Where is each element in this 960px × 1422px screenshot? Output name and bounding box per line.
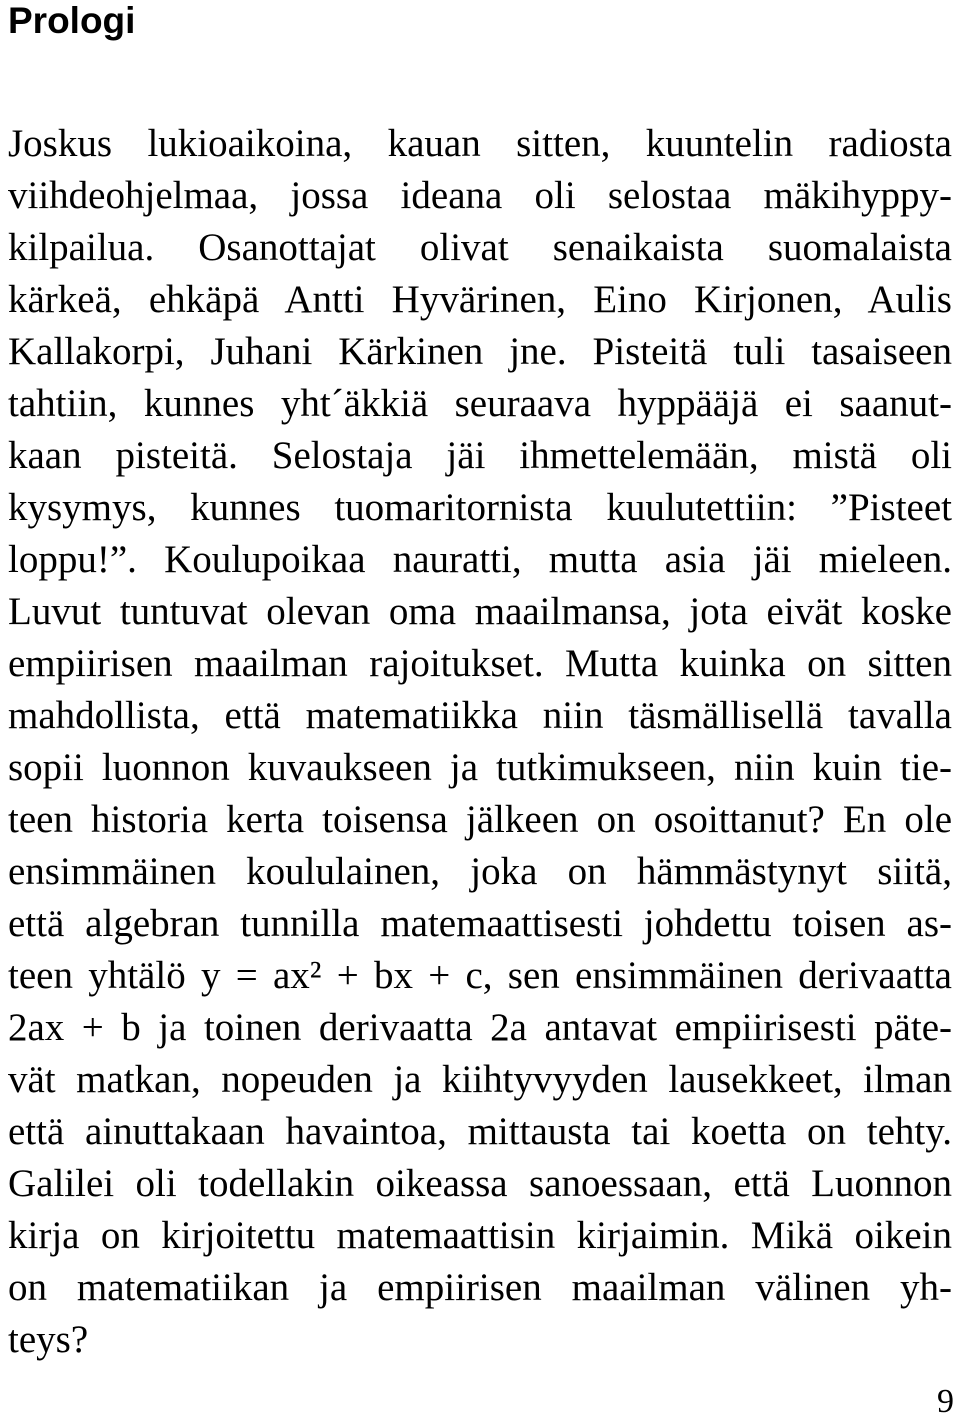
text-line: ensimmäinen koululainen, joka on hämmästynyt siitä,: [8, 850, 952, 893]
text-line: mahdollista, että matematiikka niin täsmällisellä tavalla: [8, 694, 952, 737]
text-line: empiirisen maailman rajoitukset. Mutta kuinka on sitten: [8, 642, 952, 685]
text-line: Kallakorpi, Juhani Kärkinen jne. Pisteitä tuli tasaiseen: [8, 330, 952, 373]
text-line: Luvut tuntuvat olevan oma maailmansa, jota eivät koske: [8, 590, 952, 633]
text-line: vät matkan, nopeuden ja kiihtyvyyden lausekkeet, ilman: [8, 1058, 952, 1101]
page-title: Prologi: [8, 0, 136, 41]
text-line: sopii luonnon kuvaukseen ja tutkimukseen, niin kuin tie-: [8, 746, 952, 789]
text-line: että ainuttakaan havaintoa, mittausta tai koetta on tehty.: [8, 1110, 952, 1153]
text-line: kirja on kirjoitettu matemaattisin kirjaimin. Mikä oikein: [8, 1214, 952, 1257]
text-line: kysymys, kunnes tuomaritornista kuulutettiin: ”Pisteet: [8, 486, 952, 529]
text-line: tahtiin, kunnes yht´äkkiä seuraava hyppääjä ei saanut-: [8, 382, 952, 425]
text-line: Joskus lukioaikoina, kauan sitten, kuuntelin radiosta: [8, 122, 952, 165]
text-line: kilpailua. Osanottajat olivat senaikaista suomalaista: [8, 226, 952, 269]
text-line-last: teys?: [8, 1318, 89, 1361]
body-paragraph: [8, 118, 952, 1366]
text-line: kaan pisteitä. Selostaja jäi ihmettelemään, mistä oli: [8, 434, 952, 477]
text-line: teen historia kerta toisensa jälkeen on osoittanut? En ole: [8, 798, 952, 841]
text-line: teen yhtälö y = ax² + bx + c, sen ensimmäinen derivaatta: [8, 954, 952, 997]
page-number: 9: [937, 1383, 954, 1420]
text-line: loppu!”. Koulupoikaa nauratti, mutta asia jäi mieleen.: [8, 538, 952, 581]
text-line: Galilei oli todellakin oikeassa sanoessaan, että Luonnon: [8, 1162, 952, 1205]
text-line: viihdeohjelmaa, jossa ideana oli selostaa mäkihyppy-: [8, 174, 952, 217]
text-line: kärkeä, ehkäpä Antti Hyvärinen, Eino Kirjonen, Aulis: [8, 278, 952, 321]
text-line: on matematiikan ja empiirisen maailman välinen yh-: [8, 1266, 952, 1309]
text-line: että algebran tunnilla matemaattisesti johdettu toisen as-: [8, 902, 952, 945]
text-line: 2ax + b ja toinen derivaatta 2a antavat empiirisesti päte-: [8, 1006, 952, 1049]
